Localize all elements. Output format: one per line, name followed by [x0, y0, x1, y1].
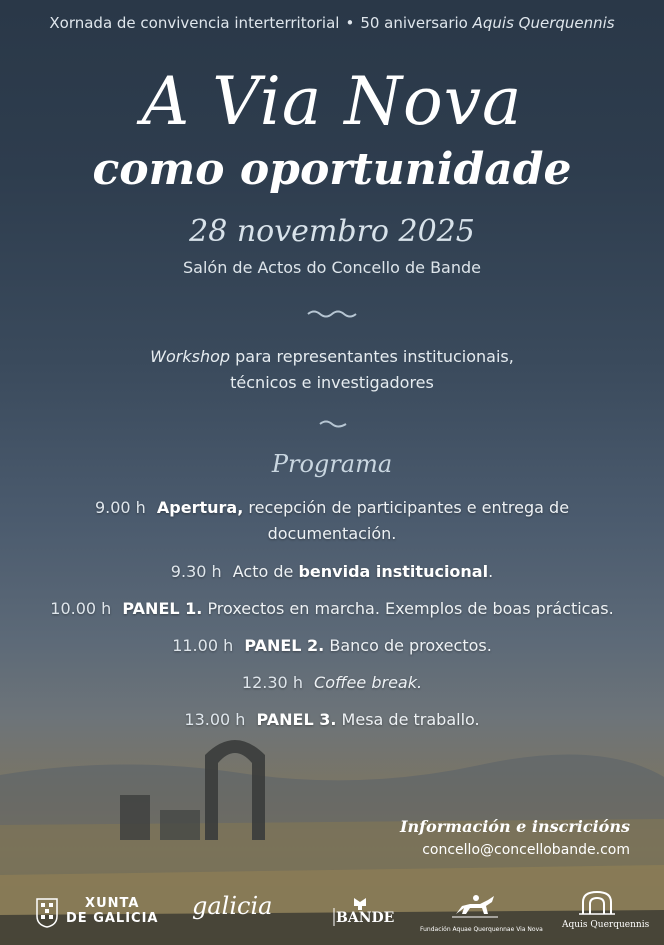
schedule-item — [40, 707, 624, 733]
info-email-link[interactable]: concello@concellobande.com — [422, 842, 630, 858]
info-title: Información e inscricións — [400, 817, 630, 836]
workshop-line-2: técnicos e investigadores — [230, 373, 434, 392]
schedule-bold: PANEL 1. — [122, 599, 203, 618]
schedule-bold: Apertura, — [156, 498, 244, 517]
aquis-label: Aquis Querquennis — [562, 920, 650, 930]
schedule-item — [40, 670, 624, 696]
event-date: 28 novembro 2025 — [189, 214, 475, 249]
schedule-pre: Acto de — [232, 562, 294, 581]
schedule-item — [40, 633, 624, 659]
schedule-bold: PANEL 3. — [256, 710, 337, 729]
bande-label: BANDE — [336, 910, 395, 926]
programa-heading: Programa — [271, 450, 393, 478]
tagline-site-name: Aquis Querquennis — [472, 14, 615, 32]
aquis-logo — [562, 890, 650, 930]
schedule-text: Proxectos en marcha. Exemplos de boas prácticas. — [207, 599, 614, 618]
schedule-time: 11.00 h — [172, 636, 234, 655]
wave-divider-icon — [306, 308, 358, 320]
workshop-word: Workshop — [150, 347, 231, 366]
schedule-item — [40, 495, 624, 547]
horse-rider-icon — [450, 892, 500, 920]
event-venue: Salón de Actos do Concello de Bande — [183, 258, 481, 277]
title-line-2: como oportunidade — [92, 144, 572, 195]
fundacion-label: Fundación Aquae Querquennae Via Nova — [420, 926, 543, 933]
xunta-logo — [36, 896, 159, 926]
info-block — [400, 817, 630, 858]
fundacion-logo — [420, 892, 543, 933]
schedule-item — [40, 559, 624, 585]
schedule-italic: Coffee break. — [314, 673, 423, 692]
schedule-time: 9.30 h — [170, 562, 222, 581]
xunta-line-2: DE GALICIA — [66, 911, 159, 926]
aquis-arch-icon — [577, 890, 617, 916]
schedule-list — [40, 495, 624, 744]
schedule-text: Mesa de traballo. — [341, 710, 480, 729]
schedule-text: Banco de proxectos. — [329, 636, 492, 655]
tagline — [0, 14, 664, 32]
schedule-bold: benvida institucional — [298, 562, 489, 581]
schedule-time: 13.00 h — [184, 710, 246, 729]
title-line-1: A Via Nova — [141, 63, 523, 140]
tagline-separator: • — [345, 14, 355, 32]
schedule-time: 12.30 h — [241, 673, 303, 692]
bande-logo — [332, 896, 395, 928]
sponsor-logos — [0, 888, 664, 938]
schedule-time: 10.00 h — [50, 599, 112, 618]
xunta-shield-icon — [36, 898, 58, 928]
galicia-logo: galicia — [192, 892, 273, 920]
workshop-description — [0, 344, 664, 396]
schedule-time: 9.00 h — [94, 498, 146, 517]
workshop-line-1: para representantes institucionais, — [235, 347, 514, 366]
tagline-main: Xornada de convivencia interterritorial — [49, 14, 340, 32]
schedule-bold: PANEL 2. — [244, 636, 325, 655]
schedule-text: recepción de participantes e entrega de — [248, 498, 570, 517]
xunta-line-1: XUNTA — [85, 896, 140, 911]
schedule-item — [40, 596, 624, 622]
wave-divider-icon — [318, 418, 348, 430]
schedule-post: . — [488, 562, 494, 581]
schedule-text-cont: documentación. — [267, 524, 397, 543]
tagline-anniversary: 50 aniversario — [360, 14, 468, 32]
